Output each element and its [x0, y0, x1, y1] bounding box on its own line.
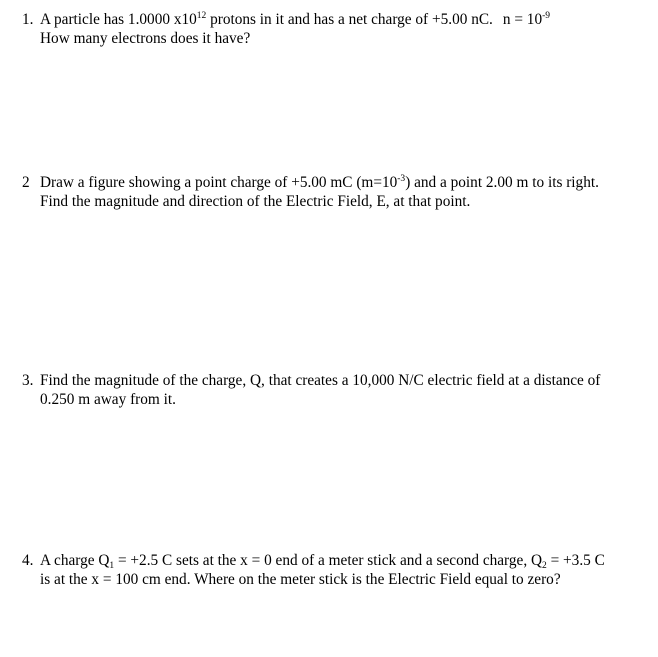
- question-4-line-2: is at the x = 100 cm end. Where on the meter stick is the Electric Field equal to zero?: [40, 571, 561, 588]
- question-4-subscript-1: 1: [109, 561, 115, 571]
- question-1-line-2: How many electrons does it have?: [40, 30, 251, 47]
- nano-note-base: n = 10: [502, 11, 543, 28]
- question-1-text-a: A particle has 1.0000 x10: [40, 11, 197, 28]
- question-4: [22, 551, 648, 589]
- question-4-text-a: A charge Q: [40, 552, 110, 569]
- question-4-subscript-2: 2: [542, 561, 547, 571]
- question-2-exponent: -3: [397, 174, 406, 184]
- nano-prefix-note: [503, 10, 550, 29]
- question-3-line-1: [22, 371, 648, 390]
- question-2-text-a: Draw a figure showing a point charge of +5.00 mC (m=10: [40, 174, 398, 191]
- question-3-line-2: 0.250 m away from it.: [40, 391, 176, 408]
- question-3-number: 3.: [22, 372, 34, 389]
- nano-note-exponent: -9: [542, 11, 551, 21]
- question-2-text-b: ) and a point 2.00 m to its right.: [405, 174, 599, 191]
- question-2-number: 2: [22, 174, 30, 191]
- question-4-number: 4.: [22, 552, 34, 569]
- question-2-line-2: Find the magnitude and direction of the Electric Field, E, at that point.: [40, 193, 471, 210]
- question-4-line-1: [22, 551, 648, 570]
- question-3: [22, 371, 648, 409]
- question-1-number: 1.: [22, 11, 34, 28]
- question-1-text-b: protons in it and has a net charge of +5.00 nC.: [206, 11, 493, 28]
- question-4-text-b: = +2.5 C sets at the x = 0 end of a meter stick and a second charge, Q: [114, 552, 543, 569]
- question-1: [22, 10, 648, 48]
- question-2: [22, 173, 648, 211]
- question-2-line-1: [22, 173, 648, 192]
- question-1-line-1: [22, 10, 648, 29]
- question-4-text-c: = +3.5 C: [546, 552, 605, 569]
- question-3-text: Find the magnitude of the charge, Q, that creates a 10,000 N/C electric field at a distance of: [40, 372, 601, 389]
- question-1-exponent: 12: [196, 11, 207, 21]
